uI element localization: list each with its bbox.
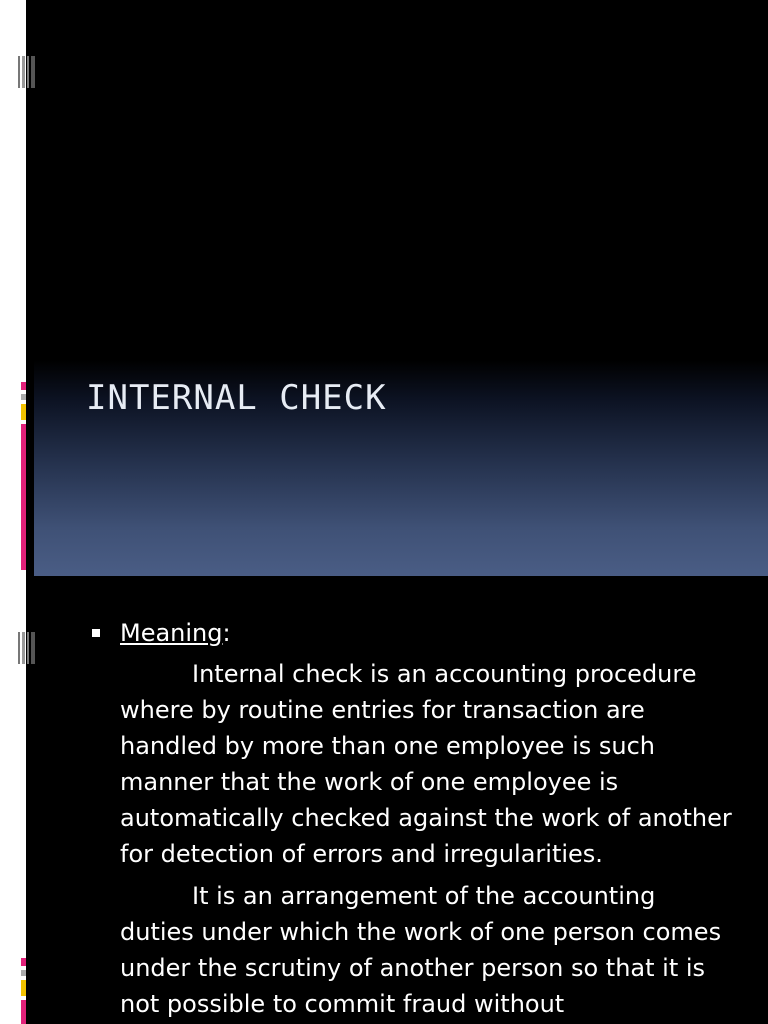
heading-label: Meaning xyxy=(120,619,223,647)
accent-segment xyxy=(21,958,26,966)
barcode-decoration xyxy=(18,632,35,664)
accent-segment xyxy=(21,394,26,400)
paragraph: Internal check is an accounting procedure where by routine entries for transaction are handled by more than one employee is such manner that the work of one employee is automatically checked against the work of another for detection of errors and irregularities. xyxy=(120,660,732,868)
paragraph: It is an arrangement of the accounting duties under which the work of one person comes under the scrutiny of another person so that it is not possible to commit fraud without xyxy=(120,882,722,1018)
accent-segment xyxy=(21,980,26,996)
accent-segment xyxy=(21,404,26,420)
accent-segment xyxy=(21,970,26,976)
square-bullet-icon xyxy=(92,629,100,637)
accent-segment xyxy=(21,382,26,390)
slide-content xyxy=(0,576,768,1024)
slide-title-text: INTERNAL CHECK xyxy=(86,378,387,418)
accent-segment xyxy=(21,1000,26,1024)
accent-segment xyxy=(21,424,26,570)
slide-body xyxy=(92,616,732,1022)
barcode-decoration xyxy=(18,56,35,88)
bullet-heading xyxy=(92,616,732,650)
heading-suffix: : xyxy=(222,619,231,647)
